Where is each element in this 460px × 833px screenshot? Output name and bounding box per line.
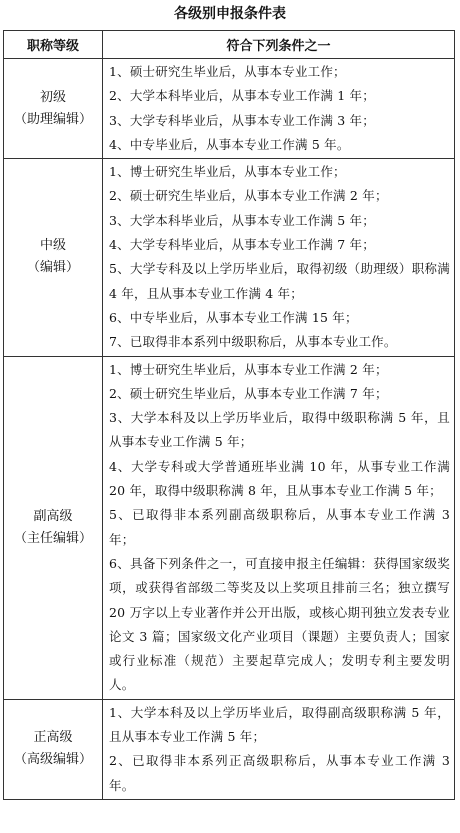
header-level: 职称等级 [4,31,103,59]
requirement-item: 1、大学本科及以上学历毕业后，取得副高级职称满 5 年，且从事本专业工作满 5 年； [109,704,450,745]
requirement-item: 5、已取得非本系列副高级职称后，从事本专业工作满 3 年； [109,507,450,547]
requirement-item: 3、大学本科毕业后，从事本专业工作满 5 年； [109,212,375,228]
requirement-item: 2、硕士研究生毕业后，从事本专业工作满 2 年； [109,188,388,204]
level-title: （助理编辑） [13,111,92,127]
requirement-item: 1、硕士研究生毕业后，从事本专业工作； [109,64,346,79]
level-cell-intermediate [4,159,103,356]
requirement-item: 2、硕士研究生毕业后，从事本专业工作满 7 年； [109,385,388,401]
requirements-cell [103,699,455,799]
level-cell-junior [4,59,103,159]
requirement-item: 3、大学专科毕业后，从事本专业工作满 3 年； [109,112,375,128]
requirement-item: 6、中专毕业后，从事本专业工作满 15 年； [109,309,358,325]
level-cell-deputy-senior [4,356,103,699]
requirement-item: 4、大学专科或大学普通班毕业满 10 年，从事专业工作满 20 年，取得中级职称满 8 年，且从事本专业工作满 5 年； [109,458,450,499]
level-title: （高级编辑） [13,752,92,768]
table-header-row [4,31,455,59]
table-row [4,59,455,159]
level-cell-senior [4,699,103,799]
requirement-item: 2、已取得非本系列正高级职称后，从事本专业工作满 3 年。 [109,753,450,793]
table-row [4,159,455,356]
requirement-item: 4、中专毕业后，从事本专业工作满 5 年。 [109,136,350,152]
requirement-item: 5、大学专科及以上学历毕业后，取得初级（助理级）职称满 4 年，且从事本专业工作满 4 年； [109,261,450,301]
requirement-item: 4、大学专科毕业后，从事本专业工作满 7 年； [109,237,375,253]
level-title: （主任编辑） [13,530,92,546]
requirement-item: 7、已取得非本系列中级职称后，从事本专业工作。 [109,334,397,350]
requirement-item: 6、具备下列条件之一，可直接申报主任编辑：获得国家级奖项，或获得省部级二等奖及以上奖项且排前三名；独立撰写 20 万字以上专业著作并公开出版，或核心期刊独立发表专业论文 3 篇；国家级文化产业项目（课题）主要负责人；国家或行业标准（规范）主要起草完成人；发明专利主要发明人。 [109,555,450,693]
requirements-cell [103,159,455,356]
requirements-cell [103,59,455,159]
level-name: 正高级 [33,730,73,746]
requirement-item: 2、大学本科毕业后，从事本专业工作满 1 年； [109,88,375,104]
level-title: （编辑） [26,260,79,276]
table-row [4,356,455,699]
requirements-table [3,30,455,800]
level-name: 副高级 [33,508,73,524]
header-requirements: 符合下列条件之一 [103,31,455,59]
requirement-item: 1、博士研究生毕业后，从事本专业工作满 2 年； [109,361,388,377]
table-row [4,699,455,799]
requirements-cell [103,356,455,699]
level-name: 初级 [39,89,66,105]
requirement-item: 3、大学本科及以上学历毕业后，取得中级职称满 5 年，且从事本专业工作满 5 年； [109,410,450,450]
requirement-item: 1、博士研究生毕业后，从事本专业工作； [109,164,346,180]
level-name: 中级 [39,238,66,254]
table-title: 各级别申报条件表 [174,6,286,22]
